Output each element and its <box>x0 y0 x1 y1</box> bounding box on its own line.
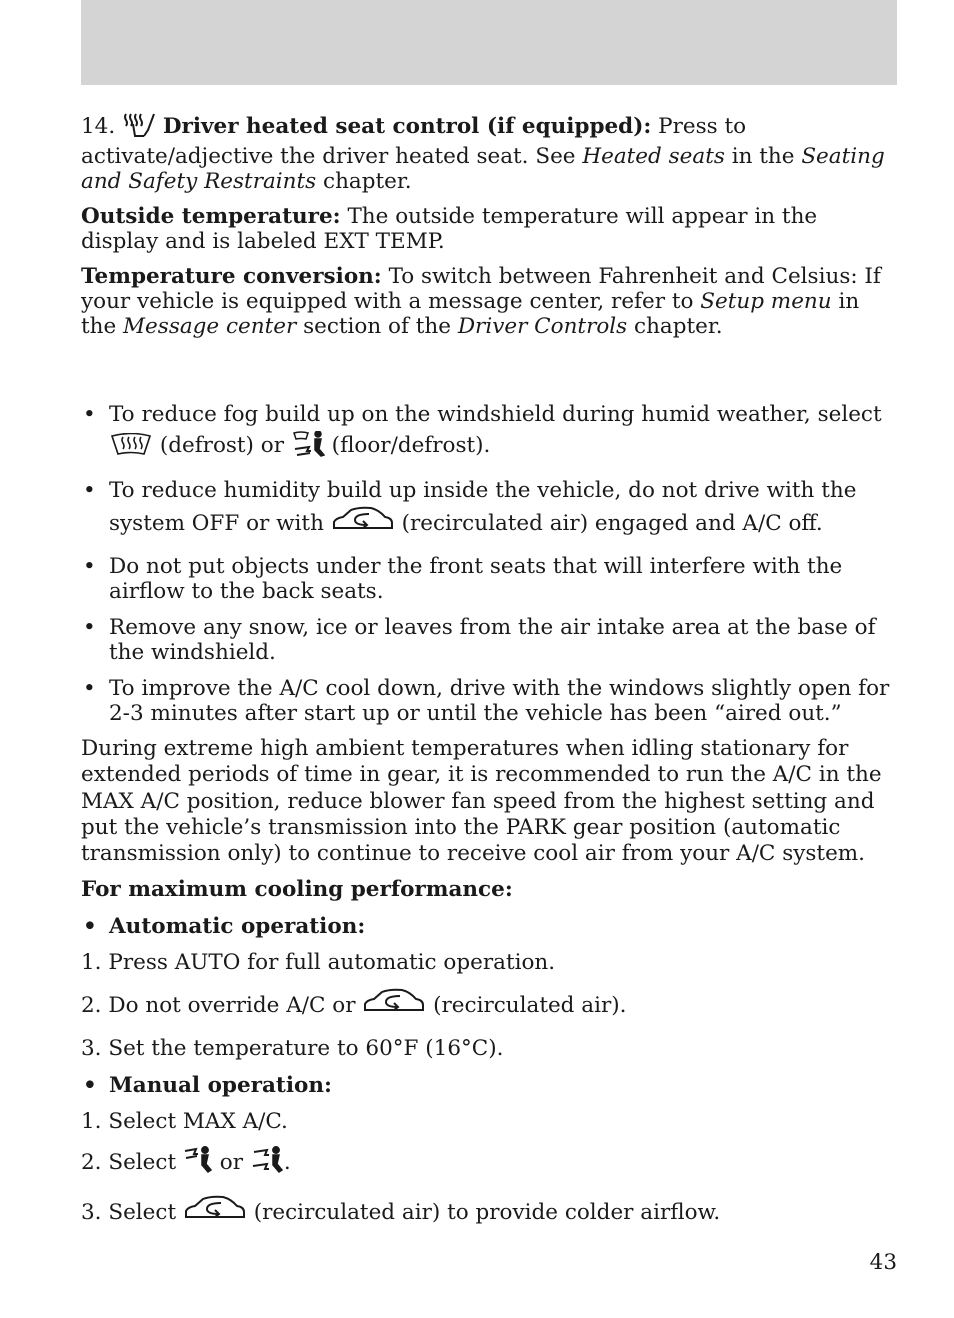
extreme-temperatures-paragraph: During extreme high ambient temperatures when idling stationary for extended periods of time in gear, it is recommended to run the A/C in the MAX A/C position, reduce blower fan speed from the highest setting and put the vehicle’s transmission into the PARK gear position (automatic transmission only) to continue to receive cool air from your A/C system. <box>81 736 882 867</box>
item-14-text-3: chapter. <box>316 169 412 194</box>
auto-step-2: 2. Do not override A/C or (recirculated air). <box>81 987 897 1025</box>
list-item: • Remove any snow, ice or leaves from the air intake area at the base of the windshield. <box>81 615 897 665</box>
outside-temperature-text: The outside temperature will appear in the display and is labeled EXT TEMP. <box>81 204 818 254</box>
tips-list <box>81 399 897 726</box>
automatic-operation-heading: • Automatic operation: <box>81 914 897 939</box>
manual-step-2: 2. Select or . <box>81 1146 897 1182</box>
seating-chapter-reference: Seating and Safety Restraints <box>81 144 885 194</box>
manual-step-3: 3. Select (recirculated air) to provide colder airflow. <box>81 1194 897 1232</box>
heated-seat-heading: Driver heated seat control (if equipped): <box>162 114 652 139</box>
auto-step-3: 3. Set the temperature to 60°F (16°C). <box>81 1036 504 1062</box>
recirculated-air-icon <box>331 505 395 543</box>
item-14-paragraph <box>81 112 897 194</box>
header-bar <box>81 0 897 85</box>
defrost-icon <box>109 433 153 466</box>
list-item: • Do not put objects under the front seats that will interfere with the airflow to the back seats. <box>81 554 897 604</box>
list-item: • To improve the A/C cool down, drive with the windows slightly open for 2-3 minutes after start up or until the vehicle has been “aired out.” <box>81 676 897 726</box>
temp-conversion-text-2: in the <box>81 289 860 339</box>
auto-step-1: 1. Press AUTO for full automatic operation. <box>81 950 556 976</box>
message-center-reference: Message center <box>123 314 297 339</box>
driver-controls-reference: Driver Controls <box>457 314 628 339</box>
heated-seats-reference: Heated seats <box>582 144 725 169</box>
page-content <box>81 112 897 1232</box>
outside-temperature-heading: Outside temperature: <box>81 204 341 229</box>
panel-floor-vent-icon <box>250 1146 284 1182</box>
panel-vent-icon <box>183 1146 213 1182</box>
temp-conversion-text-3: section of the <box>296 314 458 339</box>
list-item: • To reduce humidity build up inside the vehicle, do not drive with the system OFF or with (recirculated air) engaged and A/C off. <box>81 476 897 543</box>
outside-temperature-paragraph <box>81 204 897 254</box>
temperature-conversion-paragraph <box>81 264 897 339</box>
manual-step-1: 1. Select MAX A/C. <box>81 1109 288 1135</box>
temp-conversion-text-1: To switch between Fahrenheit and Celsius: If your vehicle is equipped with a message center, refer to <box>81 264 881 314</box>
recirculated-air-icon <box>183 1194 247 1232</box>
temp-conversion-text-4: chapter. <box>627 314 723 339</box>
max-cooling-heading: For maximum cooling performance: <box>81 877 513 903</box>
recirculated-air-icon <box>362 987 426 1025</box>
temperature-conversion-heading: Temperature conversion: <box>81 264 382 289</box>
floor-defrost-icon <box>291 431 325 466</box>
list-item: • To reduce fog build up on the windshield during humid weather, select (defrost) or (floor/defrost). <box>81 399 897 466</box>
manual-operation-heading: • Manual operation: <box>81 1073 897 1098</box>
heated-seat-icon <box>122 112 156 144</box>
page-number: 43 <box>869 1250 897 1275</box>
item-number: 14. <box>81 114 116 139</box>
item-14-text-1: Press to activate/adjective the driver heated seat. See <box>81 114 747 169</box>
setup-menu-reference: Setup menu <box>700 289 832 314</box>
item-14-text-2: in the <box>724 144 802 169</box>
